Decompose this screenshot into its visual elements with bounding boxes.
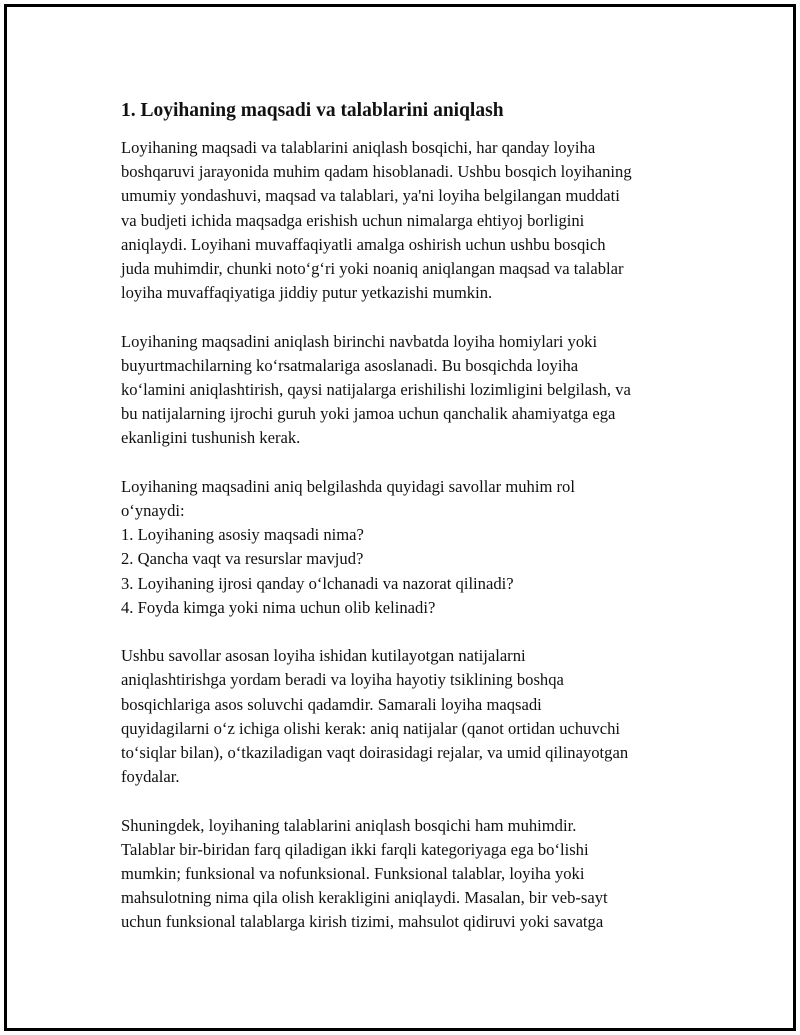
text-line: ko‘lamini aniqlashtirish, qaysi natijalarga erishilishi lozimligini belgilash, va [121,380,631,400]
text-line: Loyihaning maqsadi va talablarini aniqlash bosqichi, har qanday loyiha [121,138,596,157]
section-heading: 1. Loyihaning maqsadi va talablarini aniqlash [121,100,504,121]
list-item: 2. Qancha vaqt va resurslar mavjud? [121,549,364,569]
paragraph-requirements [121,814,721,935]
text-line: juda muhimdir, chunki noto‘g‘ri yoki noaniq aniqlangan maqsad va talablar [121,259,624,279]
text-line: foydalar. [121,767,180,787]
text-line: loyiha muvaffaqiyatiga jiddiy putur yetkazishi mumkin. [121,283,493,303]
text-line: umumiy yondashuvi, maqsad va talablari, ya'ni loyiha belgilangan muddati [121,186,620,206]
text-line: uchun funksional talablarga kirish tizimi, mahsulot qidiruvi yoki savatga [121,912,604,932]
text-line: va budjeti ichida maqsadga erishish uchun nimalarga ehtiyoj borligini [121,210,585,230]
page-frame [4,4,796,1031]
paragraph-goal-definition [121,330,721,451]
text-line: o‘ynaydi: [121,501,185,521]
text-line: aniqlaydi. Loyihani muvaffaqiyatli amalga oshirish uchun ushbu bosqich [121,234,606,254]
text-line: buyurtmachilarning ko‘rsatmalariga asoslanadi. Bu bosqichda loyiha [121,355,579,375]
text-line: bu natijalarning ijrochi guruh yoki jamoa uchun qanchalik ahamiyatga ega [121,404,616,424]
text-line: ekanligini tushunish kerak. [121,428,301,448]
document-body [121,97,721,959]
text-line: Talablar bir-biridan farq qiladigan ikki farqli kategoriyaga ega bo‘lishi [121,839,589,859]
text-line: mahsulotning nima qila olish kerakligini aniqlaydi. Masalan, bir veb-sayt [121,888,608,908]
list-item: 1. Loyihaning asosiy maqsadi nima? [121,525,364,545]
text-line: bosqichlariga asos soluvchi qadamdir. Samarali loyiha maqsadi [121,694,542,714]
text-line: to‘siqlar bilan), o‘tkaziladigan vaqt doirasidagi rejalar, va umid qilinayotgan [121,743,629,763]
text-line: mumkin; funksional va nofunksional. Funksional talablar, loyiha yoki [121,864,585,884]
paragraph-effective-goal [121,644,721,789]
text-line: Shuningdek, loyihaning talablarini aniqlash bosqichi ham muhimdir. [121,815,577,835]
text-line: boshqaruvi jarayonida muhim qadam hisoblanadi. Ushbu bosqich loyihaning [121,162,632,182]
text-line: quyidagilarni o‘z ichiga olishi kerak: aniq natijalar (qanot ortidan uchuvchi [121,718,621,738]
list-item: 3. Loyihaning ijrosi qanday o‘lchanadi va nazorat qilinadi? [121,573,514,593]
paragraph-intro [121,136,721,305]
text-line: aniqlashtirishga yordam beradi va loyiha hayotiy tsiklining boshqa [121,670,564,690]
text-line: Loyihaning maqsadini aniqlash birinchi navbatda loyiha homiylari yoki [121,331,598,351]
text-line: Ushbu savollar asosan loyiha ishidan kutilayotgan natijalarni [121,646,526,666]
paragraph-questions [121,475,721,620]
text-line: Loyihaning maqsadini aniq belgilashda quyidagi savollar muhim rol [121,476,575,496]
list-item: 4. Foyda kimga yoki nima uchun olib kelinadi? [121,597,436,617]
